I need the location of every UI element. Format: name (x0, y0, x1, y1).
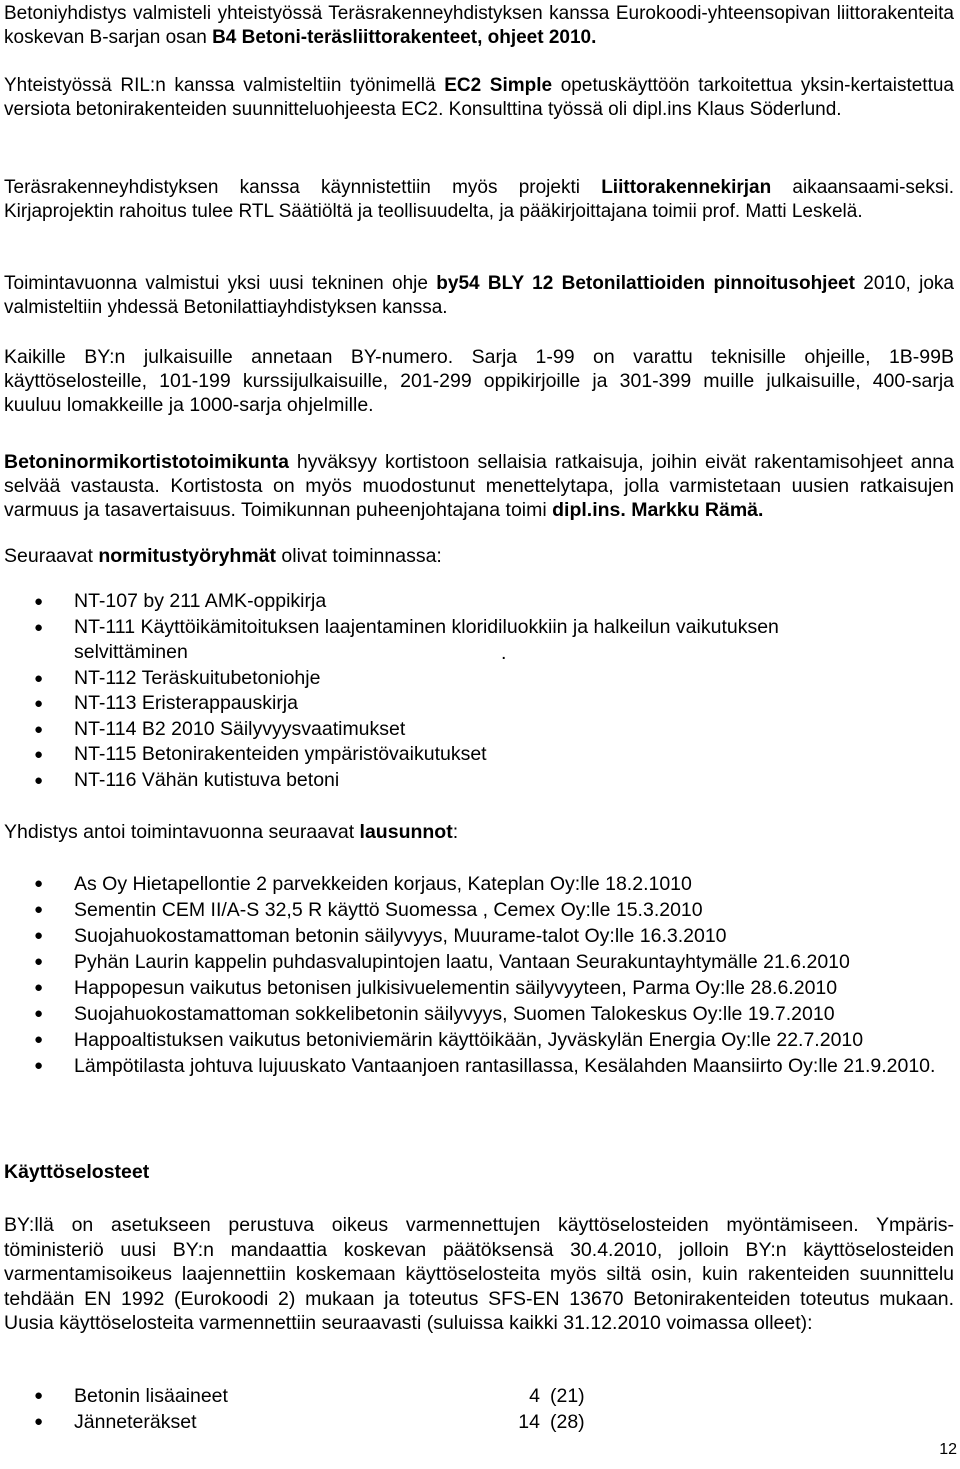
text: aikaansaami-seksi. Kirjaprojektin rahoitus tulee RTL Säätiöltä ja teollisuudelta, ja pääkirjoittajana toimii prof. Matti Leskelä. (4, 177, 954, 222)
list-item: ● Happoaltistuksen vaikutus betoniviemärin käyttöikään, Jyväskylän Energia Oy:lle 22.7.2010 (34, 1029, 864, 1051)
working-groups-list (4, 589, 954, 793)
section-heading: Käyttöselosteet (4, 1161, 150, 1183)
list-item: ● Suojahuokostamattoman betonin säilyvyys, Muurame-talot Oy:lle 16.3.2010 (34, 925, 727, 947)
bullet-icon: ● (34, 593, 44, 610)
bullet-icon: ● (34, 1031, 44, 1048)
paragraph-normikortisto (4, 450, 954, 522)
bullet-icon: ● (34, 1005, 44, 1022)
page-number: 12 (939, 1441, 957, 1458)
bullet-icon: ● (34, 618, 44, 636)
list-item (4, 1409, 954, 1435)
text: Sarja 1-99 on varattu teknisille ohjeille, 1B-99B käyttöselosteille, 101-199 kurssijulkaisuille, 201-299 oppikirjoille ja 301-399 muille julkaisuille, 400-sarja kuuluu lomakkeille ja 1000-sarja ohjelmille. (4, 346, 954, 416)
list-item: ● NT-116 Vähän kutistuva betoni (4, 768, 954, 794)
text: hyväksyy kortistoon sellaisia ratkaisuja, joihin eivät rakentamisohjeet anna selvää vastausta. (4, 451, 954, 497)
certificates-list (4, 1383, 954, 1435)
bullet-icon: ● (34, 953, 44, 970)
bold-text: by54 BLY 12 Betonilattioiden pinnoitusohjeet (436, 273, 855, 294)
list-item: ● Sementin CEM II/A-S 32,5 R käyttö Suomessa , Cemex Oy:lle 15.3.2010 (34, 899, 703, 921)
bullet-icon: ● (34, 1057, 44, 1074)
list-item: ● Pyhän Laurin kappelin puhdasvalupintojen laatu, Vantaan Seurakuntayhtymälle 21.6.2010 (34, 951, 850, 973)
list-item: ● NT-112 Teräskuitubetoniohje (4, 666, 954, 692)
cert-name: Betonin lisäaineet (74, 1385, 228, 1407)
bold-text: Betoninormikortistotoimikunta (4, 451, 289, 473)
list-item: ● Happopesun vaikutus betonisen julkisivuelementin säilyvyyteen, Parma Oy:lle 28.6.2010 (34, 977, 838, 999)
paragraph-by54 (4, 272, 954, 320)
paragraph-kayttoselosteet: BY:llä on asetukseen perustuva oikeus varmennettujen käyttöselosteiden myöntämiseen. Ympäris-töministeriö uusi BY:n mandaattia koskevan päätöksensä 30.4.2010, jolloin BY:n käyttöselosteiden varmentamisoikeus laajennettiin koskemaan käyttöselosteita myös siltä osin, kuin rakenteiden suunnittelu tehdään EN 1992 (Eurokoodi 2) mukaan ja toteutus SFS-EN 13670 Betonirakenteiden toteutus mukaan. Uusia käyttöselosteita varmennettiin seuraavasti (suluissa kaikki 31.12.2010 voimassa olleet): (4, 1214, 954, 1334)
text: Yhdistys antoi toimintavuonna seuraavat (4, 821, 360, 843)
paragraph-by-numbering (4, 345, 954, 417)
text: : (452, 821, 459, 843)
list-item: ● As Oy Hietapellontie 2 parvekkeiden korjaus, Kateplan Oy:lle 18.2.1010 (34, 873, 692, 895)
text: Teräsrakenneyhdistyksen kanssa käynnistettiin myös projekti (4, 177, 602, 198)
cert-name: Jänneteräkset (74, 1411, 197, 1433)
text: Toimintavuonna valmistui yksi uusi tekninen ohje (4, 273, 437, 294)
bullet-icon: ● (34, 669, 44, 687)
list-item: ● NT-113 Eristerappauskirja (4, 691, 954, 717)
text: Seuraavat (4, 545, 99, 567)
bullet-icon: ● (34, 720, 44, 738)
text: opetuskäyttöön tarkoitettua yksin-kertaistettua versiota betonirakenteiden suunnitteluohjeesta EC2. Konsulttina työssä oli dipl.ins Klaus Söderlund. (4, 75, 954, 120)
cert-total: (21) (550, 1385, 585, 1407)
list-item: ● NT-115 Betonirakenteiden ympäristövaikutukset (4, 742, 954, 768)
text: Betoniyhdistys valmisteli yhteistyössä Teräsrakenneyhdistyksen kanssa Eurokoodi-yhteensopivan liittorakenteita koskevan B-sarjan osan (4, 3, 954, 48)
bullet-icon: ● (34, 1413, 44, 1430)
cert-count: 14 (518, 1411, 540, 1433)
text: Kaikille BY:n julkaisuille annetaan BY-numero. (4, 346, 472, 368)
bold-text: EC2 Simple (444, 75, 553, 96)
text: 2010, joka valmisteltiin yhdessä Betonilattiayhdistyksen kanssa. (4, 273, 954, 318)
paragraph-liittorakennekirja (4, 176, 954, 224)
paragraph-statements-intro (4, 820, 954, 844)
cert-total: (28) (550, 1411, 585, 1433)
text: Yhteistyössä RIL:n kanssa valmisteltiin työnimellä (4, 75, 445, 96)
bullet-icon: ● (34, 875, 44, 892)
bullet-icon: ● (34, 771, 44, 789)
paragraph-ec2-simple (4, 74, 954, 122)
statements-list (4, 871, 954, 1079)
bullet-icon: ● (34, 746, 44, 763)
cert-count: 4 (529, 1385, 540, 1407)
bold-text: normitustyöryhmät (98, 545, 277, 567)
text: Kortistosta on myös muodostunut menettelytapa, jolla varmistetaan uusien ratkaisujen varmuus ja tasavertaisuus. Toimikunnan puheenjohtajana toimi (4, 475, 954, 521)
paragraph-working-groups-intro (4, 544, 954, 568)
list-item: ● Suojahuokostamattoman sokkelibetonin säilyvyys, Suomen Talokeskus Oy:lle 19.7.2010 (34, 1003, 835, 1025)
bullet-icon: ● (34, 1387, 44, 1404)
list-item: ● NT-111 Käyttöikämitoituksen laajentaminen kloridiluokkiin ja halkeilun vaikutuksen selvittäminen . (4, 615, 954, 666)
text: olivat toiminnassa: (276, 545, 442, 567)
bold-text: B4 Betoni-teräsliittorakenteet, ohjeet 2010. (212, 27, 597, 48)
bullet-icon: ● (34, 901, 44, 918)
bullet-icon: ● (34, 927, 44, 944)
bold-text: Liittorakennekirjan (601, 177, 772, 198)
bold-text: dipl.ins. Markku Rämä. (552, 499, 764, 521)
list-item: ● NT-107 by 211 AMK-oppikirja (4, 589, 954, 615)
list-item: ● Lämpötilasta johtuva lujuuskato Vantaanjoen rantasillassa, Kesälahden Maansiirto Oy:lle 21.9.2010. (34, 1055, 936, 1077)
bullet-icon: ● (34, 979, 44, 996)
bold-text: lausunnot (359, 821, 453, 843)
bullet-icon: ● (34, 695, 44, 712)
list-item: ● NT-114 B2 2010 Säilyvyysvaatimukset (4, 717, 954, 743)
stray-period: . (501, 641, 507, 664)
list-item (4, 1383, 954, 1409)
paragraph-b4-series (4, 2, 954, 50)
